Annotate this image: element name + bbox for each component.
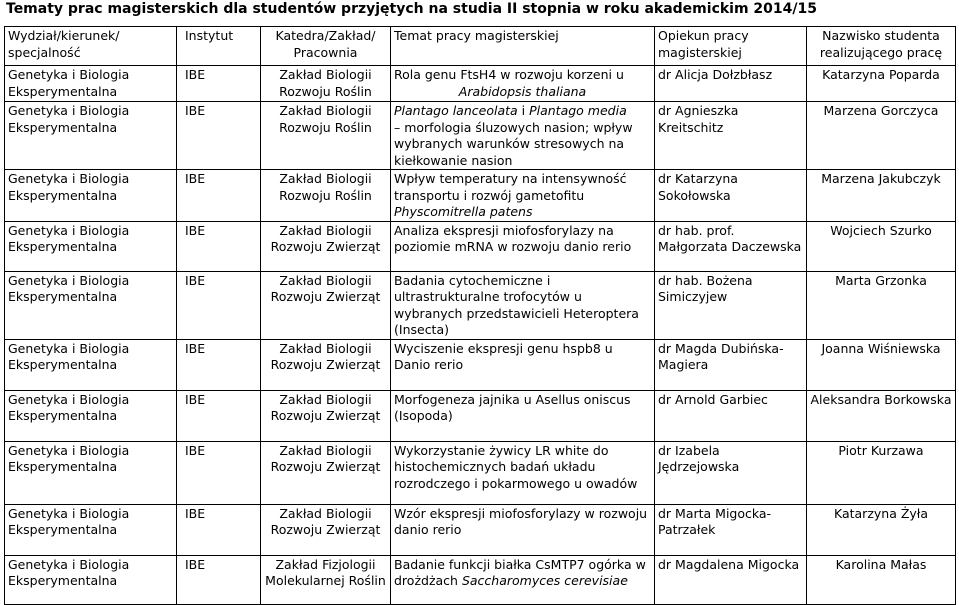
table-row xyxy=(5,170,956,222)
cell-temat xyxy=(391,221,655,271)
table-row xyxy=(5,390,956,441)
temat-segment: Morfogeneza jajnika u Asellus oniscus (Isopoda) xyxy=(394,391,631,423)
cell-temat xyxy=(391,441,655,504)
temat-segment: Wyciszenie ekspresji genu hspb8 u Danio rerio xyxy=(394,340,613,372)
cell-katedra: Zakład Biologii Rozwoju Zwierząt xyxy=(261,390,391,441)
cell-student: Katarzyna Poparda xyxy=(807,66,956,102)
cell-student: Joanna Wiśniewska xyxy=(807,339,956,390)
cell-katedra: Zakład Fizjologii Molekularnej Roślin xyxy=(261,555,391,604)
cell-student: Marta Grzonka xyxy=(807,271,956,339)
cell-instytut: IBE xyxy=(177,271,261,339)
temat-segment: Wzór ekspresji miofosforylazy w rozwoju danio rerio xyxy=(394,505,648,537)
table-row xyxy=(5,102,956,170)
cell-instytut: IBE xyxy=(177,390,261,441)
cell-opiekun: dr Magdalena Migocka xyxy=(655,555,807,604)
header-instytut: Instytut xyxy=(177,27,261,66)
cell-temat xyxy=(391,339,655,390)
cell-instytut: IBE xyxy=(177,339,261,390)
temat-segment: Arabidopsis thaliana xyxy=(458,83,587,99)
cell-wydzial: Genetyka i Biologia Eksperymentalna xyxy=(5,170,177,222)
cell-wydzial: Genetyka i Biologia Eksperymentalna xyxy=(5,390,177,441)
header-student: Nazwisko studenta realizującego pracę xyxy=(807,27,956,66)
temat-segment: Plantago lanceolata i Plantago media xyxy=(394,103,627,118)
cell-opiekun: dr Katarzyna Sokołowska xyxy=(655,170,807,222)
table-row xyxy=(5,221,956,271)
cell-wydzial: Genetyka i Biologia Eksperymentalna xyxy=(5,66,177,102)
cell-temat xyxy=(391,271,655,339)
table-row xyxy=(5,339,956,390)
table-row xyxy=(5,504,956,555)
cell-opiekun: dr hab. Bożena Simiczyjew xyxy=(655,271,807,339)
cell-student: Piotr Kurzawa xyxy=(807,441,956,504)
cell-instytut: IBE xyxy=(177,221,261,271)
header-opiekun: Opiekun pracy magisterskiej xyxy=(655,27,807,66)
cell-instytut: IBE xyxy=(177,170,261,222)
table-header-row xyxy=(5,27,956,66)
temat-segment: Rola genu FtsH4 w rozwoju korzeni u xyxy=(394,67,624,82)
table-row xyxy=(5,271,956,339)
cell-temat xyxy=(391,102,655,170)
cell-opiekun: dr Magda Dubińska-Magiera xyxy=(655,339,807,390)
cell-katedra: Zakład Biologii Rozwoju Zwierząt xyxy=(261,339,391,390)
cell-student: Aleksandra Borkowska xyxy=(807,390,956,441)
cell-temat xyxy=(391,555,655,604)
temat-segment: Saccharomyces cerevisiae xyxy=(461,573,628,588)
table-row xyxy=(5,555,956,604)
cell-student: Marzena Gorczyca xyxy=(807,102,956,170)
table-row xyxy=(5,441,956,504)
cell-katedra: Zakład Biologii Rozwoju Zwierząt xyxy=(261,441,391,504)
cell-temat xyxy=(391,66,655,102)
cell-student: Karolina Małas xyxy=(807,555,956,604)
cell-wydzial: Genetyka i Biologia Eksperymentalna xyxy=(5,441,177,504)
cell-opiekun: dr Marta Migocka-Patrzałek xyxy=(655,504,807,555)
cell-opiekun: dr Alicja Dołzbłasz xyxy=(655,66,807,102)
cell-wydzial: Genetyka i Biologia Eksperymentalna xyxy=(5,504,177,555)
cell-student: Wojciech Szurko xyxy=(807,221,956,271)
header-wydzial: Wydział/kierunek/ specjalność xyxy=(5,27,177,66)
temat-segment: Badanie funkcji białka CsMTP7 ogórka w drożdżach xyxy=(394,556,646,588)
cell-instytut: IBE xyxy=(177,555,261,604)
temat-segment: Physcomitrella patens xyxy=(394,204,533,219)
cell-instytut: IBE xyxy=(177,504,261,555)
cell-opiekun: dr Izabela Jędrzejowska xyxy=(655,441,807,504)
cell-opiekun: dr hab. prof. Małgorzata Daczewska xyxy=(655,221,807,271)
temat-segment: Wykorzystanie żywicy LR white do histochemicznych badań układu rozrodczego i pokarmowego u owadów xyxy=(394,442,638,491)
header-temat: Temat pracy magisterskiej xyxy=(391,27,655,66)
cell-wydzial: Genetyka i Biologia Eksperymentalna xyxy=(5,102,177,170)
cell-opiekun: dr Arnold Garbiec xyxy=(655,390,807,441)
cell-temat xyxy=(391,504,655,555)
cell-instytut: IBE xyxy=(177,102,261,170)
document-title: Tematy prac magisterskich dla studentów przyjętych na studia II stopnia w roku akademickim 2014/15 xyxy=(6,1,817,17)
temat-segment: Analiza ekspresji miofosforylazy na poziomie mRNA w rozwoju danio rerio xyxy=(394,222,632,254)
cell-katedra: Zakład Biologii Rozwoju Roślin xyxy=(261,170,391,222)
temat-segment: Wpływ temperatury na intensywność transportu i rozwój gametofitu xyxy=(394,171,627,203)
cell-katedra: Zakład Biologii Rozwoju Roślin xyxy=(261,102,391,170)
table-row xyxy=(5,66,956,102)
cell-wydzial: Genetyka i Biologia Eksperymentalna xyxy=(5,339,177,390)
cell-wydzial: Genetyka i Biologia Eksperymentalna xyxy=(5,555,177,604)
cell-instytut: IBE xyxy=(177,66,261,102)
cell-katedra: Zakład Biologii Rozwoju Zwierząt xyxy=(261,221,391,271)
thesis-topics-table xyxy=(4,26,956,605)
table-body xyxy=(5,66,956,605)
cell-wydzial: Genetyka i Biologia Eksperymentalna xyxy=(5,271,177,339)
cell-temat xyxy=(391,170,655,222)
cell-student: Katarzyna Żyła xyxy=(807,504,956,555)
cell-instytut: IBE xyxy=(177,441,261,504)
cell-katedra: Zakład Biologii Rozwoju Zwierząt xyxy=(261,271,391,339)
header-katedra: Katedra/Zakład/ Pracownia xyxy=(261,27,391,66)
cell-temat xyxy=(391,390,655,441)
cell-katedra: Zakład Biologii Rozwoju Roślin xyxy=(261,66,391,102)
cell-opiekun: dr Agnieszka Kreitschitz xyxy=(655,102,807,170)
cell-wydzial: Genetyka i Biologia Eksperymentalna xyxy=(5,221,177,271)
temat-segment: Badania cytochemiczne i ultrastrukturalne trofocytów u wybranych przedstawicieli Heteroptera (Insecta) xyxy=(394,272,639,337)
cell-student: Marzena Jakubczyk xyxy=(807,170,956,222)
cell-katedra: Zakład Biologii Rozwoju Zwierząt xyxy=(261,504,391,555)
temat-segment: – morfologia śluzowych nasion; wpływ wybranych warunków stresowych na kiełkowanie nasion xyxy=(394,119,633,168)
